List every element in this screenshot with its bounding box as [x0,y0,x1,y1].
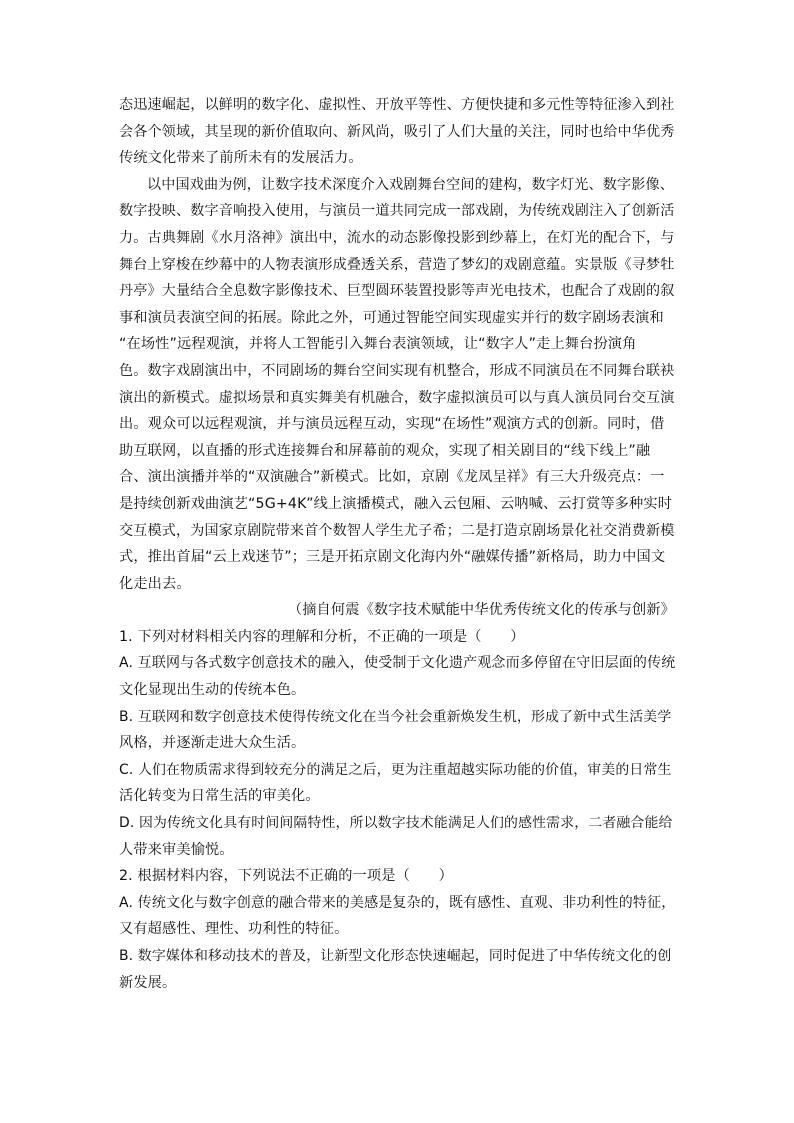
option-line: B. 数字媒体和移动技术的普及，让新型文化形态快速崛起，同时促进了中华传统文化的创 [119,948,672,964]
text-line: 会各个领域，其呈现的新价值取向、新风尚，吸引了人们大量的关注，同时也给中华优秀 [119,123,675,140]
paragraph-intro [119,92,675,172]
question-stem: 2. 根据材料内容，下列说法不正确的一项是（ ） [119,868,453,885]
option-line: 又有超感性、理性、功利性的特征。 [119,921,349,938]
option-line: C. 人们在物质需求得到较充分的满足之后，更为注重超越实际功能的价值，审美的日常生 [119,761,672,778]
text-line: 助互联网，以直播的形式连接舞台和屏幕前的观众，实现了相关剧目的“线下线上”融 [119,442,651,459]
option-d [119,810,675,863]
option-line: B. 互联网和数字创意技术使得传统文化在当今社会重新焕发生机，形成了新中式生活美学 [119,708,672,725]
text-line: 丹亭》大量结合全息数字影像技术、巨型圆环装置投影等声光电技术，也配合了戏剧的叙 [119,283,675,300]
option-line: 活化转变为日常生活的审美化。 [119,788,320,805]
text-line: 化走出去。 [119,575,191,592]
text-line: 事和演员表演空间的拓展。除此之外，可通过智能空间实现虚实并行的数字剧场表演和 [119,309,664,326]
paragraph-opera [119,172,675,598]
text-line: 态迅速崛起，以鲜明的数字化、虚拟性、开放平等性、方便快捷和多元性等特征渗入到社 [119,97,675,113]
option-line: D. 因为传统文化具有时间间隔特性，所以数字技术能满足人们的感性需求，二者融合能给 [119,815,673,832]
text-line: 演出的新模式。虚拟场景和真实舞美有机融合，数字虚拟演员可以与真人演员同台交互演 [119,389,675,406]
text-line: 传统文化带来了前所未有的发展活力。 [119,150,363,167]
option-a [119,650,675,703]
question-1 [119,624,675,863]
text-line: 舞台上穿梭在纱幕中的人物表演形成叠透关系，营造了梦幻的戏剧意蕴。实景版《寻梦牡 [119,256,675,273]
option-line: 新发展。 [119,974,177,991]
option-b [119,943,675,996]
option-line: 风格，并逐渐走进大众生活。 [119,735,306,752]
option-line: A. 传统文化与数字创意的融合带来的美感是复杂的，既有感性、直观、非功利性的特征， [119,894,676,911]
text-line: 出。观众可以远程观演，并与演员远程互动，实现“在场性”观演方式的创新。同时，借 [119,416,665,433]
option-a [119,890,675,943]
text-line: 力。古典舞剧《水月洛神》演出中，流水的动态影像投影到纱幕上，在灯光的配合下，与 [119,229,675,246]
text-line: 数字投映、数字音响投入使用，与演员一道共同完成一部戏剧，为传统戏剧注入了创新活 [119,203,675,220]
question-2 [119,863,675,996]
option-line: 文化显现出生动的传统本色。 [119,682,306,699]
text-line: 以中国戏曲为例，让数字技术深度介入戏剧舞台空间的建构，数字灯光、数字影像、 [147,176,675,193]
option-c [119,757,675,810]
option-line: A. 互联网与各式数字创意技术的融入，使受制于文化遗产观念而多停留在守旧层面的传统 [119,655,676,672]
question-stem: 1. 下列对材料相关内容的理解和分析，不正确的一项是（ ） [119,628,525,645]
text-line: 合、演出演播并举的“双演融合”新模式。比如，京剧《龙凤呈祥》有三大升级亮点：一 [119,469,665,486]
option-b [119,704,675,757]
text-line: 交互模式，为国家京剧院带来首个数智人学生尤子希；二是打造京剧场景化社交消费新模 [119,522,675,539]
text-line: 是持续创新戏曲演艺“5G+4K”线上演播模式，融入云包厢、云呐喊、云打赏等多种实时 [119,495,673,512]
option-line: 人带来审美愉悦。 [119,841,234,858]
source-citation: （摘自何震《数字技术赋能中华优秀传统文化的传承与创新》 [287,602,675,619]
text-line: 色。数字戏剧演出中，不同剧场的舞台空间实现有机整合，形成不同演员在不同舞台联袂 [119,362,675,379]
text-line: “在场性”远程观演，并将人工智能引入舞台表演领域，让“数字人”走上舞台扮演角 [119,336,637,353]
text-line: 式，推出首届“云上戏迷节”；三是开拓京剧文化海内外“融媒传播”新格局，助力中国文 [119,549,666,566]
document-page [119,92,675,996]
